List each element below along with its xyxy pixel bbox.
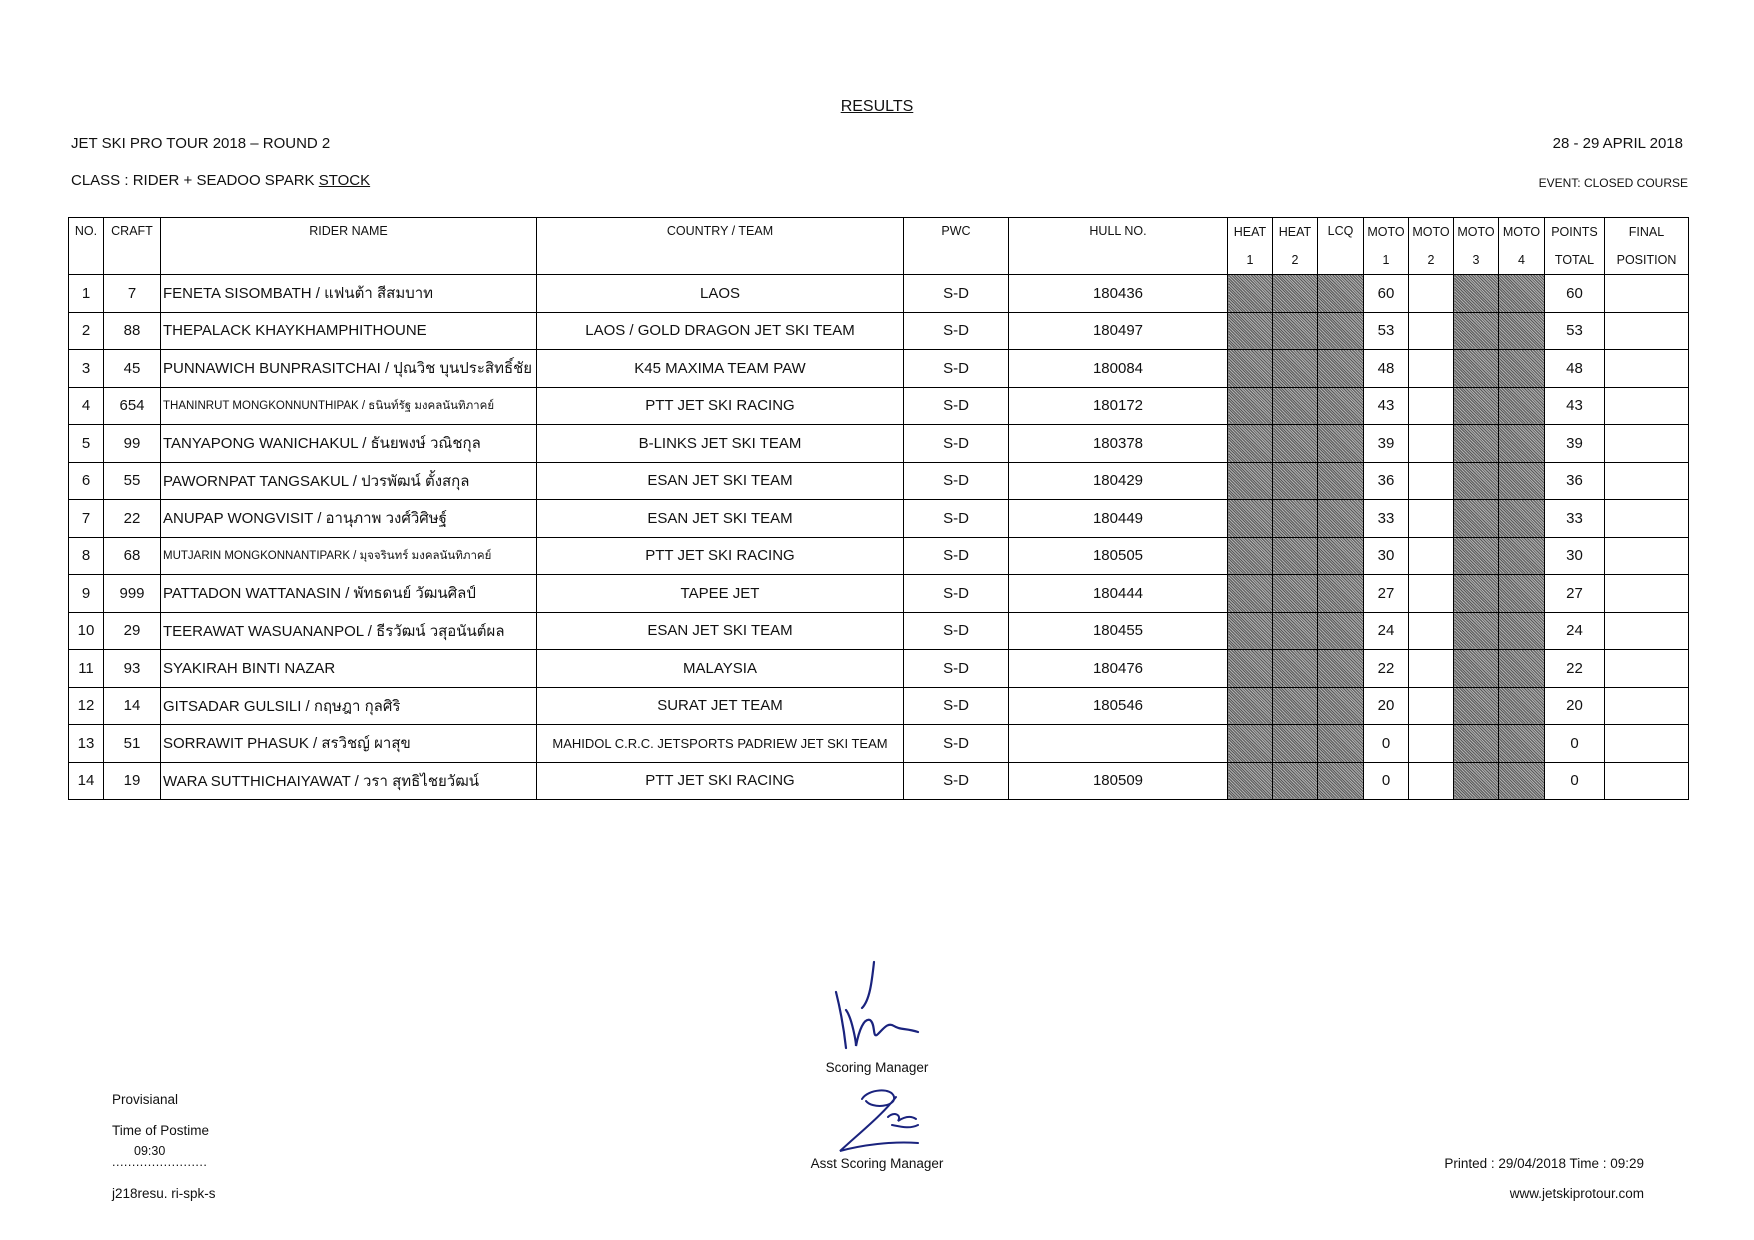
cell-heat1 — [1228, 387, 1273, 425]
cell-craft: 999 — [104, 575, 161, 613]
cell-heat2 — [1273, 725, 1318, 763]
cell-pwc: S-D — [904, 650, 1009, 688]
cell-hull-no: 180476 — [1009, 650, 1228, 688]
cell-rider-name: PUNNAWICH BUNPRASITCHAI / ปุณวิช บุนประสิทธิ์ชัย — [161, 350, 537, 388]
cell-final-position — [1605, 612, 1689, 650]
col-header-no: NO. — [69, 218, 104, 275]
cell-moto3 — [1454, 500, 1499, 538]
cell-moto3 — [1454, 725, 1499, 763]
cell-heat2 — [1273, 612, 1318, 650]
cell-points-total: 48 — [1545, 350, 1605, 388]
table-row — [69, 762, 1689, 800]
cell-heat2 — [1273, 387, 1318, 425]
cell-no: 6 — [69, 462, 104, 500]
cell-lcq — [1318, 687, 1364, 725]
cell-country-team: MALAYSIA — [537, 650, 904, 688]
cell-moto2 — [1409, 575, 1454, 613]
cell-pwc: S-D — [904, 762, 1009, 800]
cell-heat2 — [1273, 687, 1318, 725]
cell-rider-name: WARA SUTTHICHAIYAWAT / วรา สุทธิไชยวัฒน์ — [161, 762, 537, 800]
scoring-manager-label: Scoring Manager — [825, 1060, 929, 1075]
cell-craft: 7 — [104, 275, 161, 313]
cell-pwc: S-D — [904, 387, 1009, 425]
cell-lcq — [1318, 462, 1364, 500]
cell-country-team: ESAN JET SKI TEAM — [537, 462, 904, 500]
cell-country-team: PTT JET SKI RACING — [537, 387, 904, 425]
table-row — [69, 687, 1689, 725]
col-header-points: POINTS — [1545, 218, 1605, 247]
cell-moto3 — [1454, 575, 1499, 613]
scoring-manager-signature — [826, 960, 946, 1060]
cell-moto1: 60 — [1364, 275, 1409, 313]
cell-final-position — [1605, 537, 1689, 575]
cell-hull-no: 180084 — [1009, 350, 1228, 388]
cell-craft: 55 — [104, 462, 161, 500]
cell-heat1 — [1228, 500, 1273, 538]
cell-moto1: 36 — [1364, 462, 1409, 500]
cell-final-position — [1605, 762, 1689, 800]
cell-points-total: 30 — [1545, 537, 1605, 575]
cell-country-team: PTT JET SKI RACING — [537, 537, 904, 575]
cell-moto3 — [1454, 687, 1499, 725]
col-header-rider: RIDER NAME — [161, 218, 537, 275]
cell-craft: 68 — [104, 537, 161, 575]
cell-moto2 — [1409, 350, 1454, 388]
col-header-pwc: PWC — [904, 218, 1009, 275]
cell-country-team: SURAT JET TEAM — [537, 687, 904, 725]
cell-country-team: LAOS / GOLD DRAGON JET SKI TEAM — [537, 312, 904, 350]
postime-dotted-line: ........................ — [112, 1155, 208, 1169]
cell-final-position — [1605, 725, 1689, 763]
cell-moto3 — [1454, 537, 1499, 575]
cell-moto2 — [1409, 762, 1454, 800]
cell-rider-name: ANUPAP WONGVISIT / อานุภาพ วงศ์วิศิษฐ์ — [161, 500, 537, 538]
table-row — [69, 425, 1689, 463]
cell-craft: 19 — [104, 762, 161, 800]
cell-moto3 — [1454, 350, 1499, 388]
provisional-label: Provisianal — [112, 1092, 179, 1107]
cell-moto1: 24 — [1364, 612, 1409, 650]
cell-moto4 — [1499, 650, 1545, 688]
cell-heat1 — [1228, 350, 1273, 388]
cell-no: 13 — [69, 725, 104, 763]
cell-no: 5 — [69, 425, 104, 463]
cell-country-team: K45 MAXIMA TEAM PAW — [537, 350, 904, 388]
col-header-craft: CRAFT — [104, 218, 161, 275]
cell-pwc: S-D — [904, 537, 1009, 575]
time-of-postime-label: Time of Postime — [112, 1123, 210, 1138]
cell-rider-name: THANINRUT MONGKONNUNTHIPAK / ธนินท์รัฐ มงคลนันทิภาคย์ — [161, 387, 537, 425]
cell-lcq — [1318, 500, 1364, 538]
cell-moto1: 33 — [1364, 500, 1409, 538]
cell-points-total: 20 — [1545, 687, 1605, 725]
cell-country-team: PTT JET SKI RACING — [537, 762, 904, 800]
cell-moto4 — [1499, 687, 1545, 725]
cell-moto3 — [1454, 425, 1499, 463]
cell-moto2 — [1409, 462, 1454, 500]
cell-no: 1 — [69, 275, 104, 313]
cell-heat2 — [1273, 425, 1318, 463]
results-table — [68, 217, 1689, 800]
cell-hull-no: 180429 — [1009, 462, 1228, 500]
cell-moto2 — [1409, 275, 1454, 313]
cell-hull-no: 180509 — [1009, 762, 1228, 800]
cell-hull-no — [1009, 725, 1228, 763]
cell-moto4 — [1499, 425, 1545, 463]
cell-final-position — [1605, 687, 1689, 725]
table-row — [69, 312, 1689, 350]
cell-points-total: 24 — [1545, 612, 1605, 650]
cell-lcq — [1318, 725, 1364, 763]
cell-hull-no: 180455 — [1009, 612, 1228, 650]
cell-no: 2 — [69, 312, 104, 350]
cell-hull-no: 180546 — [1009, 687, 1228, 725]
cell-lcq — [1318, 312, 1364, 350]
cell-heat1 — [1228, 312, 1273, 350]
postime-value: 09:30 — [134, 1144, 166, 1158]
cell-moto2 — [1409, 537, 1454, 575]
cell-country-team: ESAN JET SKI TEAM — [537, 612, 904, 650]
cell-no: 9 — [69, 575, 104, 613]
cell-moto1: 22 — [1364, 650, 1409, 688]
cell-country-team: MAHIDOL C.R.C. JETSPORTS PADRIEW JET SKI TEAM — [537, 725, 904, 763]
cell-no: 4 — [69, 387, 104, 425]
cell-no: 12 — [69, 687, 104, 725]
asst-scoring-manager-signature — [832, 1085, 932, 1155]
cell-pwc: S-D — [904, 500, 1009, 538]
cell-moto3 — [1454, 612, 1499, 650]
col-header-moto4: MOTO — [1499, 218, 1545, 247]
col-header-heat2: HEAT — [1273, 218, 1318, 247]
cell-pwc: S-D — [904, 575, 1009, 613]
cell-pwc: S-D — [904, 425, 1009, 463]
cell-moto4 — [1499, 575, 1545, 613]
event-name: JET SKI PRO TOUR 2018 – ROUND 2 — [71, 135, 331, 152]
cell-points-total: 33 — [1545, 500, 1605, 538]
cell-moto1: 53 — [1364, 312, 1409, 350]
cell-moto1: 27 — [1364, 575, 1409, 613]
col-subheader-heat1: 1 — [1228, 246, 1273, 275]
cell-rider-name: SYAKIRAH BINTI NAZAR — [161, 650, 537, 688]
cell-heat2 — [1273, 350, 1318, 388]
cell-moto1: 20 — [1364, 687, 1409, 725]
class-line — [71, 172, 370, 189]
cell-moto3 — [1454, 650, 1499, 688]
table-row — [69, 650, 1689, 688]
cell-hull-no: 180444 — [1009, 575, 1228, 613]
col-subheader-heat2: 2 — [1273, 246, 1318, 275]
col-header-lcq: LCQ — [1318, 218, 1364, 275]
col-header-hull: HULL NO. — [1009, 218, 1228, 275]
col-subheader-moto3: 3 — [1454, 246, 1499, 275]
cell-rider-name: MUTJARIN MONGKONNANTIPARK / มุจจรินทร์ มงคลนันทิภาคย์ — [161, 537, 537, 575]
cell-heat2 — [1273, 462, 1318, 500]
event-type: EVENT: CLOSED COURSE — [1538, 176, 1688, 190]
cell-final-position — [1605, 575, 1689, 613]
cell-no: 11 — [69, 650, 104, 688]
cell-moto3 — [1454, 462, 1499, 500]
cell-heat2 — [1273, 537, 1318, 575]
class-prefix: CLASS : RIDER + SEADOO SPARK — [71, 172, 319, 189]
cell-rider-name: THEPALACK KHAYKHAMPHITHOUNE — [161, 312, 537, 350]
cell-moto3 — [1454, 387, 1499, 425]
cell-craft: 45 — [104, 350, 161, 388]
cell-moto4 — [1499, 462, 1545, 500]
cell-rider-name: TEERAWAT WASUANANPOL / ธีรวัฒน์ วสุอนันต์ผล — [161, 612, 537, 650]
cell-points-total: 22 — [1545, 650, 1605, 688]
cell-craft: 14 — [104, 687, 161, 725]
cell-moto4 — [1499, 275, 1545, 313]
website-url: www.jetskiprotour.com — [1509, 1186, 1644, 1201]
col-header-moto2: MOTO — [1409, 218, 1454, 247]
cell-craft: 51 — [104, 725, 161, 763]
cell-moto4 — [1499, 762, 1545, 800]
cell-final-position — [1605, 387, 1689, 425]
cell-heat1 — [1228, 425, 1273, 463]
cell-lcq — [1318, 612, 1364, 650]
cell-final-position — [1605, 425, 1689, 463]
cell-final-position — [1605, 275, 1689, 313]
cell-heat1 — [1228, 687, 1273, 725]
cell-heat2 — [1273, 762, 1318, 800]
cell-craft: 22 — [104, 500, 161, 538]
cell-moto3 — [1454, 312, 1499, 350]
cell-moto2 — [1409, 425, 1454, 463]
col-header-moto1: MOTO — [1364, 218, 1409, 247]
cell-points-total: 60 — [1545, 275, 1605, 313]
cell-no: 3 — [69, 350, 104, 388]
cell-points-total: 53 — [1545, 312, 1605, 350]
cell-pwc: S-D — [904, 725, 1009, 763]
cell-heat1 — [1228, 650, 1273, 688]
cell-heat2 — [1273, 312, 1318, 350]
cell-rider-name: SORRAWIT PHASUK / สรวิชญ์ ผาสุข — [161, 725, 537, 763]
document-code: j218resu. ri-spk-s — [112, 1186, 216, 1201]
class-stock: STOCK — [318, 172, 371, 189]
cell-hull-no: 180449 — [1009, 500, 1228, 538]
col-subheader-moto4: 4 — [1499, 246, 1545, 275]
cell-final-position — [1605, 350, 1689, 388]
printed-timestamp: Printed : 29/04/2018 Time : 09:29 — [1444, 1156, 1644, 1171]
cell-lcq — [1318, 650, 1364, 688]
table-row — [69, 575, 1689, 613]
cell-pwc: S-D — [904, 687, 1009, 725]
cell-heat1 — [1228, 275, 1273, 313]
cell-points-total: 36 — [1545, 462, 1605, 500]
cell-craft: 93 — [104, 650, 161, 688]
cell-craft: 654 — [104, 387, 161, 425]
cell-craft: 29 — [104, 612, 161, 650]
table-row — [69, 462, 1689, 500]
cell-rider-name: PATTADON WATTANASIN / พัทธดนย์ วัฒนศิลป์ — [161, 575, 537, 613]
cell-heat1 — [1228, 575, 1273, 613]
cell-moto1: 0 — [1364, 725, 1409, 763]
cell-moto2 — [1409, 387, 1454, 425]
cell-moto3 — [1454, 762, 1499, 800]
cell-final-position — [1605, 650, 1689, 688]
cell-moto2 — [1409, 687, 1454, 725]
table-row — [69, 387, 1689, 425]
cell-no: 7 — [69, 500, 104, 538]
cell-lcq — [1318, 762, 1364, 800]
cell-points-total: 27 — [1545, 575, 1605, 613]
cell-heat1 — [1228, 725, 1273, 763]
cell-heat2 — [1273, 575, 1318, 613]
cell-moto1: 39 — [1364, 425, 1409, 463]
col-header-team: COUNTRY / TEAM — [537, 218, 904, 275]
table-row — [69, 500, 1689, 538]
cell-moto4 — [1499, 387, 1545, 425]
document-title: RESULTS — [840, 98, 914, 115]
cell-country-team: TAPEE JET — [537, 575, 904, 613]
cell-moto1: 43 — [1364, 387, 1409, 425]
cell-heat2 — [1273, 500, 1318, 538]
table-row — [69, 725, 1689, 763]
cell-hull-no: 180505 — [1009, 537, 1228, 575]
table-row — [69, 350, 1689, 388]
cell-lcq — [1318, 425, 1364, 463]
col-header-heat1: HEAT — [1228, 218, 1273, 247]
cell-pwc: S-D — [904, 612, 1009, 650]
table-row — [69, 275, 1689, 313]
cell-final-position — [1605, 500, 1689, 538]
cell-moto4 — [1499, 612, 1545, 650]
cell-points-total: 43 — [1545, 387, 1605, 425]
cell-country-team: LAOS — [537, 275, 904, 313]
cell-moto2 — [1409, 725, 1454, 763]
asst-scoring-manager-label: Asst Scoring Manager — [810, 1156, 944, 1171]
cell-moto1: 30 — [1364, 537, 1409, 575]
cell-craft: 99 — [104, 425, 161, 463]
cell-final-position — [1605, 462, 1689, 500]
table-row — [69, 537, 1689, 575]
cell-moto4 — [1499, 537, 1545, 575]
cell-moto2 — [1409, 650, 1454, 688]
cell-moto4 — [1499, 500, 1545, 538]
cell-hull-no: 180172 — [1009, 387, 1228, 425]
cell-points-total: 0 — [1545, 762, 1605, 800]
cell-moto2 — [1409, 500, 1454, 538]
col-subheader-final: POSITION — [1605, 246, 1689, 275]
col-subheader-moto1: 1 — [1364, 246, 1409, 275]
cell-rider-name: TANYAPONG WANICHAKUL / ธันยพงษ์ วณิชกุล — [161, 425, 537, 463]
col-subheader-moto2: 2 — [1409, 246, 1454, 275]
cell-heat1 — [1228, 462, 1273, 500]
cell-moto2 — [1409, 312, 1454, 350]
cell-heat1 — [1228, 762, 1273, 800]
cell-hull-no: 180497 — [1009, 312, 1228, 350]
cell-rider-name: PAWORNPAT TANGSAKUL / ปวรพัฒน์ ตั้งสกุล — [161, 462, 537, 500]
cell-pwc: S-D — [904, 312, 1009, 350]
cell-pwc: S-D — [904, 275, 1009, 313]
event-date: 28 - 29 APRIL 2018 — [1552, 135, 1683, 152]
cell-pwc: S-D — [904, 462, 1009, 500]
cell-craft: 88 — [104, 312, 161, 350]
cell-no: 8 — [69, 537, 104, 575]
cell-no: 14 — [69, 762, 104, 800]
col-subheader-points: TOTAL — [1545, 246, 1605, 275]
cell-heat2 — [1273, 650, 1318, 688]
cell-points-total: 39 — [1545, 425, 1605, 463]
cell-pwc: S-D — [904, 350, 1009, 388]
cell-lcq — [1318, 575, 1364, 613]
cell-points-total: 0 — [1545, 725, 1605, 763]
cell-moto1: 48 — [1364, 350, 1409, 388]
cell-rider-name: GITSADAR GULSILI / กฤษฎา กุลศิริ — [161, 687, 537, 725]
cell-moto4 — [1499, 350, 1545, 388]
table-row — [69, 612, 1689, 650]
cell-hull-no: 180436 — [1009, 275, 1228, 313]
col-header-final: FINAL — [1605, 218, 1689, 247]
cell-moto3 — [1454, 275, 1499, 313]
cell-hull-no: 180378 — [1009, 425, 1228, 463]
cell-no: 10 — [69, 612, 104, 650]
cell-final-position — [1605, 312, 1689, 350]
cell-lcq — [1318, 537, 1364, 575]
cell-moto4 — [1499, 312, 1545, 350]
cell-lcq — [1318, 350, 1364, 388]
cell-rider-name: FENETA SISOMBATH / แฟนต้า สีสมบาท — [161, 275, 537, 313]
cell-moto4 — [1499, 725, 1545, 763]
cell-heat1 — [1228, 612, 1273, 650]
cell-country-team: B-LINKS JET SKI TEAM — [537, 425, 904, 463]
cell-heat2 — [1273, 275, 1318, 313]
col-header-moto3: MOTO — [1454, 218, 1499, 247]
cell-country-team: ESAN JET SKI TEAM — [537, 500, 904, 538]
cell-moto1: 0 — [1364, 762, 1409, 800]
cell-lcq — [1318, 387, 1364, 425]
results-body — [69, 275, 1689, 800]
cell-heat1 — [1228, 537, 1273, 575]
cell-moto2 — [1409, 612, 1454, 650]
cell-lcq — [1318, 275, 1364, 313]
